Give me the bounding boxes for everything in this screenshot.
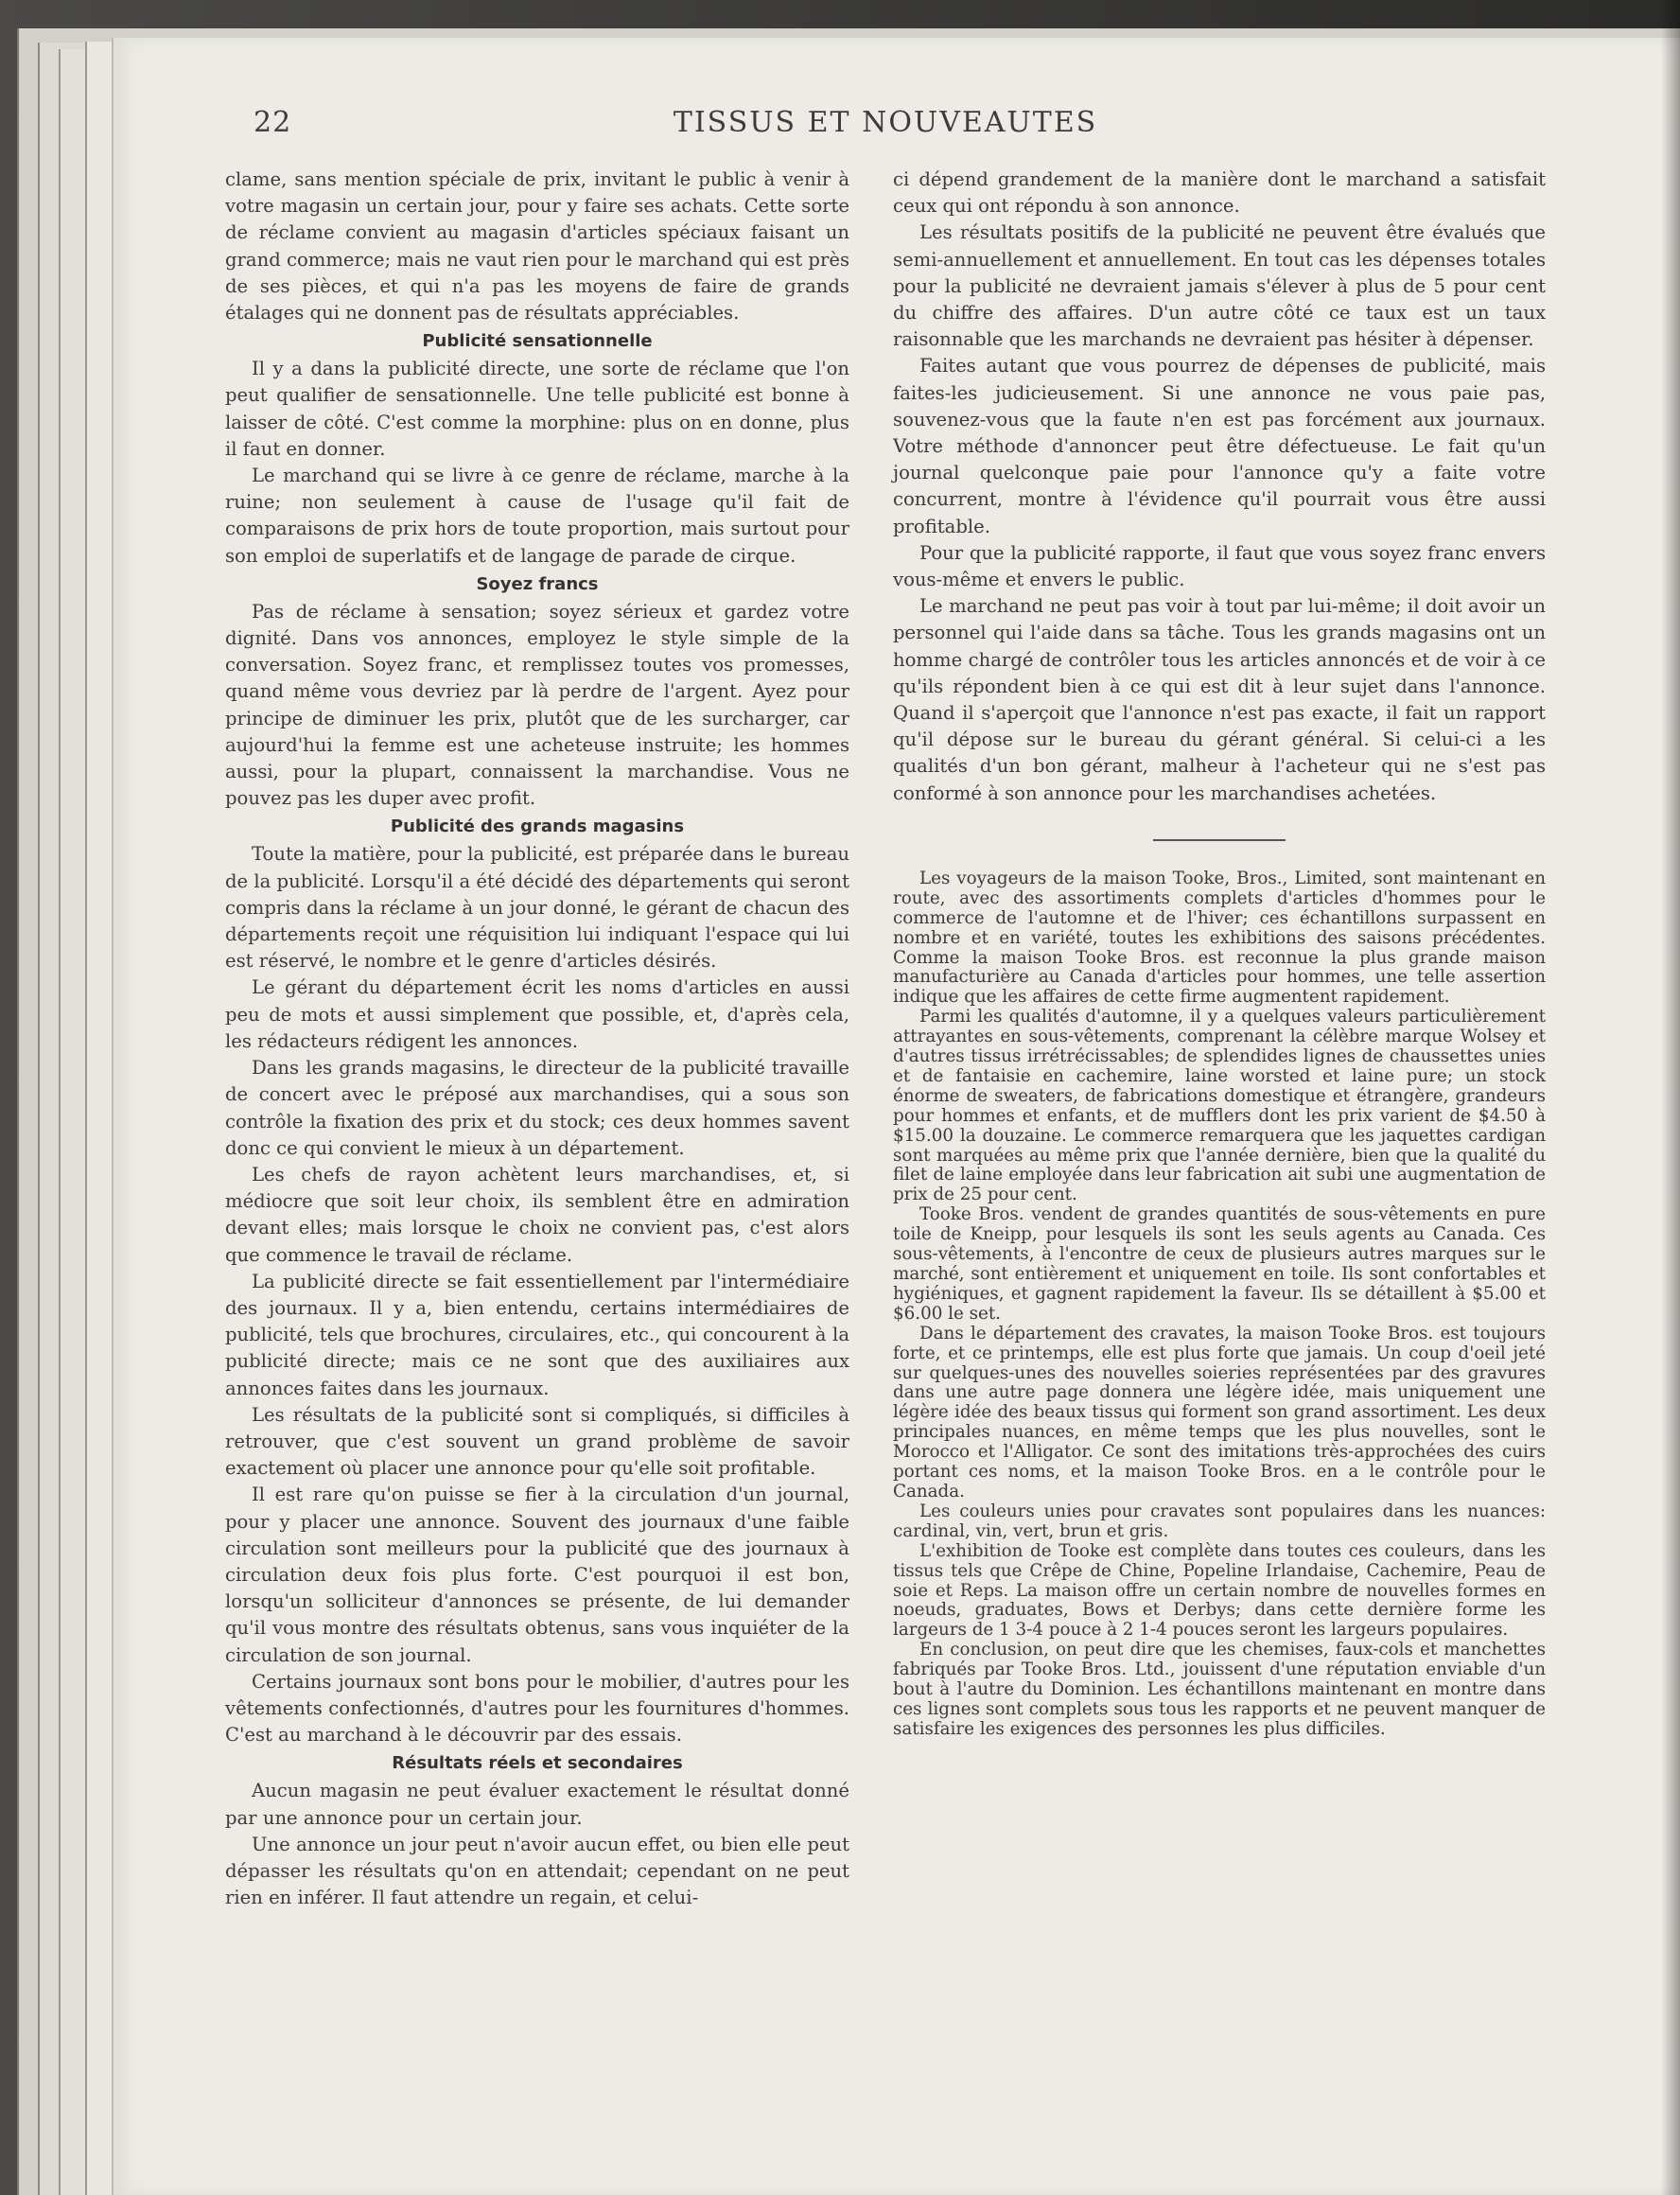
paragraph: L'exhibition de Tooke est complète dans toutes ces couleurs, dans les tissus tels que Crêpe de Chine, Popeline Irlandaise, Cachemire, Peau de soie et Reps. La maison offre un certain nombre de nouvelles formes en noeuds, graduates, Bows et Derbys; dans cette dernière forme les largeurs de 1 3-4 pouce à 2 1-4 pouces seront les largeurs populaires. [893,1540,1546,1641]
running-head: TISSUS ET NOUVEAUTES [673,106,1098,139]
paragraph: Les voyageurs de la maison Tooke, Bros., Limited, sont maintenant en route, avec des assortiments complets d'articles d'hommes pour le commerce de l'automne et de l'hiver; ces échantillons surpassent en nombre et en variété, toutes les exhibitions des saisons précédentes. Comme la maison Tooke Bros. est reconnue la plus grande maison manufacturière au Canada d'articles pour hommes, une telle assertion indique que les affaires de cette firme augmentent rapidement. [893,868,1546,1008]
scan-shadow [1661,0,1680,2195]
paragraph: Il y a dans la publicité directe, une sorte de réclame que l'on peut qualifier de sensationnelle. Une telle publicité est bonne à laisser de côté. C'est comme la morphine: plus on en donne, plus il faut en donner. [225,358,849,460]
paragraph: Les chefs de rayon achètent leurs marchandises, et, si médiocre que soit leur choix, ils semblent être en admiration devant elles; mais lorsque le choix ne convient pas, c'est alors que commence le travail de réclame. [225,1163,849,1266]
paragraph: Parmi les qualités d'automne, il y a quelques valeurs particulièrement attrayantes en sous-vêtements, comprenant la célèbre marque Wolsey et d'autres tissus irrétrécissables; de splendides lignes de chaussettes unies et de fantaisie en cachemire, laine worsted et laine pure; un stock énorme de sweaters, de fabrications domestique et étrangère, grandeurs pour hommes et enfants, et de mufflers dont les prix varient de $4.50 à $15.00 la douzaine. Le commerce remarquera que les jaquettes cardigan sont marquées au même prix que l'année dernière, bien que la qualité du filet de laine employée dans leur fabrication ait subi une augmentation de prix de 25 pour cent. [893,1007,1546,1205]
paragraph: Le gérant du département écrit les noms d'articles en aussi peu de mots et aussi simplement que possible, et, d'après cela, les rédacteurs rédigent les annonces. [225,976,849,1052]
paragraph: Certains journaux sont bons pour le mobilier, d'autres pour les vêtements confectionnés, d'autres pour les fournitures d'hommes. C'est au marchand à le découvrir par des essais. [225,1670,849,1747]
paragraph: Les résultats positifs de la publicité ne peuvent être évalués que semi-annuellement et annuellement. En tout cas les dépenses totales pour la publicité ne devraient jamais s'élever à plus de 5 pour cent du chiffre des affaires. D'un autre côté ce taux est un taux raisonnable que les marchands ne devraient pas hésiter à dépenser. [893,221,1546,351]
section-heading: Résultats réels et secondaires [392,1753,683,1774]
paragraph: Il est rare qu'on puisse se fier à la circulation d'un journal, pour y placer une annonce. Souvent des journaux d'une faible circulation sont meilleurs pour la publicité que des journaux à circulation deux fois plus forte. C'est pourquoi il est bon, lorsqu'un solliciteur d'annonces se présente, de lui demander qu'il vous montre des résultats obtenus, sans vous inquiéter de la circulation de son journal. [225,1484,849,1666]
page-header [223,106,1548,151]
paragraph: La publicité directe se fait essentiellement par l'intermédiaire des journaux. Il y a, bien entendu, certains intermédiaires de publicité, tels que brochures, circulaires, etc., qui concourent à la publicité directe; mais ce ne sont que des auxiliaires aux annonces faites dans les journaux. [225,1270,849,1399]
paragraph: Faites autant que vous pourrez de dépenses de publicité, mais faites-les judicieusement. Si une annonce ne vous paie pas, souvenez-vous que la faute n'en est pas forcément aux journaux. Votre méthode d'annoncer peut être défectueuse. Le fait qu'un journal quelconque paie pour l'annonce qu'y a faite votre concurrent, montre à l'évidence qu'il pourrait vous être aussi profitable. [893,355,1546,537]
paragraph: Tooke Bros. vendent de grandes quantités de sous-vêtements en pure toile de Kneipp, pour lesquels ils sont les seuls agents au Canada. Ces sous-vêtements, à l'encontre de ceux de plusieurs autres marques sur le marché, sont entièrement et uniquement en toile. Ils sont confortables et hygiéniques, et gagnent rapidement la faveur. Ils se détaillent à $5.00 et $6.00 le set. [893,1204,1546,1324]
paragraph: clame, sans mention spéciale de prix, invitant le public à venir à votre magasin un certain jour, pour y faire ses achats. Cette sorte de réclame convient au magasin d'articles spéciaux faisant un grand commerce; mais ne vaut rien pour le marchand qui est près de ses pièces, et qui n'a pas les moyens de faire de grands étalages qui ne donnent pas de résultats appréciables. [225,168,849,325]
section-heading: Soyez francs [476,573,599,594]
paragraph: Une annonce un jour peut n'avoir aucun effet, ou bien elle peut dépasser les résultats qu'on en attendait; cependant on ne peut rien en inférer. Il faut attendre un regain, et celui- [225,1833,849,1909]
left-column [225,167,849,1911]
right-column-notice [893,869,1546,1740]
paragraph: Dans le département des cravates, la maison Tooke Bros. est toujours forte, et ce printemps, elle est plus forte que jamais. Un coup d'oeil jeté sur quelques-unes des nouvelles soieries représentées par des gravures dans une autre page donnera une légère idée, mais uniquement une légère idée des beaux tissus qui forment son grand assortiment. Les deux principales nuances, en même temps que les plus nouvelles, sont le Morocco et l'Alligator. Ce sont des imitations très-approchées des cuirs portant ces noms, et la maison Tooke Bros. en a le contrôle pour le Canada. [893,1323,1546,1501]
paragraph: Le marchand ne peut pas voir à tout par lui-même; il doit avoir un personnel qui l'aide dans sa tâche. Tous les grands magasins ont un homme chargé de contrôler tous les articles annoncés et de voir à ce qu'ils répondent bien à ce qui est dit à leur sujet dans l'annonce. Quand il s'aperçoit que l'annonce n'est pas exacte, il fait un rapport qu'il dépose sur le bureau du gérant général. Si celui-ci a les qualités d'un bon gérant, malheur à l'acheteur qui ne s'est pas conformé à son annonce pour les marchandises achetées. [893,595,1546,804]
paragraph: Aucun magasin ne peut évaluer exactement le résultat donné par une annonce pour un certain jour. [225,1780,849,1829]
right-column [893,167,1546,1740]
paragraph: Pour que la publicité rapporte, il faut que vous soyez franc envers vous-même et envers le public. [893,541,1546,591]
right-column-article [893,167,1546,807]
paragraph: Toute la matière, pour la publicité, est préparée dans le bureau de la publicité. Lorsqu'il a été décidé des départements qui seront compris dans la réclame à un jour donné, le gérant de chacun des départements reçoit une réquisition lui indiquant l'espace qui lui est réservé, le nombre et le genre d'articles désirés. [225,843,849,973]
section-heading: Publicité sensationnelle [422,331,653,352]
paragraph: Dans les grands magasins, le directeur de la publicité travaille de concert avec le préposé aux marchandises, qui a sous son contrôle la fixation des prix et du stock; ces deux hommes savent donc ce qui convient le mieux à un département. [225,1057,849,1159]
paragraph: ci dépend grandement de la manière dont le marchand a satisfait ceux qui ont répondu à son annonce. [893,168,1546,218]
section-heading: Publicité des grands magasins [390,817,685,837]
paragraph: Pas de réclame à sensation; soyez sérieux et gardez votre dignité. Dans vos annonces, employez le style simple de la conversation. Soyez franc, et remplissez toutes vos promesses, quand même vous devriez par là perdre de l'argent. Ayez pour principe de diminuer les prix, plutôt que de les surcharger, car aujourd'hui la femme est une acheteuse instruite; les hommes aussi, pour la plupart, connaissent la marchandise. Vous ne pouvez pas les duper avec profit. [225,600,849,810]
paragraph: Les résultats de la publicité sont si compliqués, si difficiles à retrouver, que c'est souvent un grand problème de savoir exactement où placer une annonce pour qu'elle soit profitable. [225,1403,849,1480]
section-divider [1153,839,1286,841]
page-number: 22 [254,106,292,139]
paragraph: En conclusion, on peut dire que les chemises, faux-cols et manchettes fabriqués par Tooke Bros. Ltd., jouissent d'une réputation enviable d'un bout à l'autre du Dominion. Les échantillons maintenant en montre dans ces lignes sont complets sous tous les rapports et ne peuvent manquer de satisfaire les exigences des personnes les plus difficiles. [893,1640,1546,1739]
paragraph: Les couleurs unies pour cravates sont populaires dans les nuances: cardinal, vin, vert, brun et gris. [893,1501,1546,1541]
paragraph: Le marchand qui se livre à ce genre de réclame, marche à la ruine; non seulement à cause de l'usage qu'il fait de comparaisons de prix hors de toute proportion, mais surtout pour son emploi de superlatifs et de langage de parade de cirque. [225,465,849,567]
